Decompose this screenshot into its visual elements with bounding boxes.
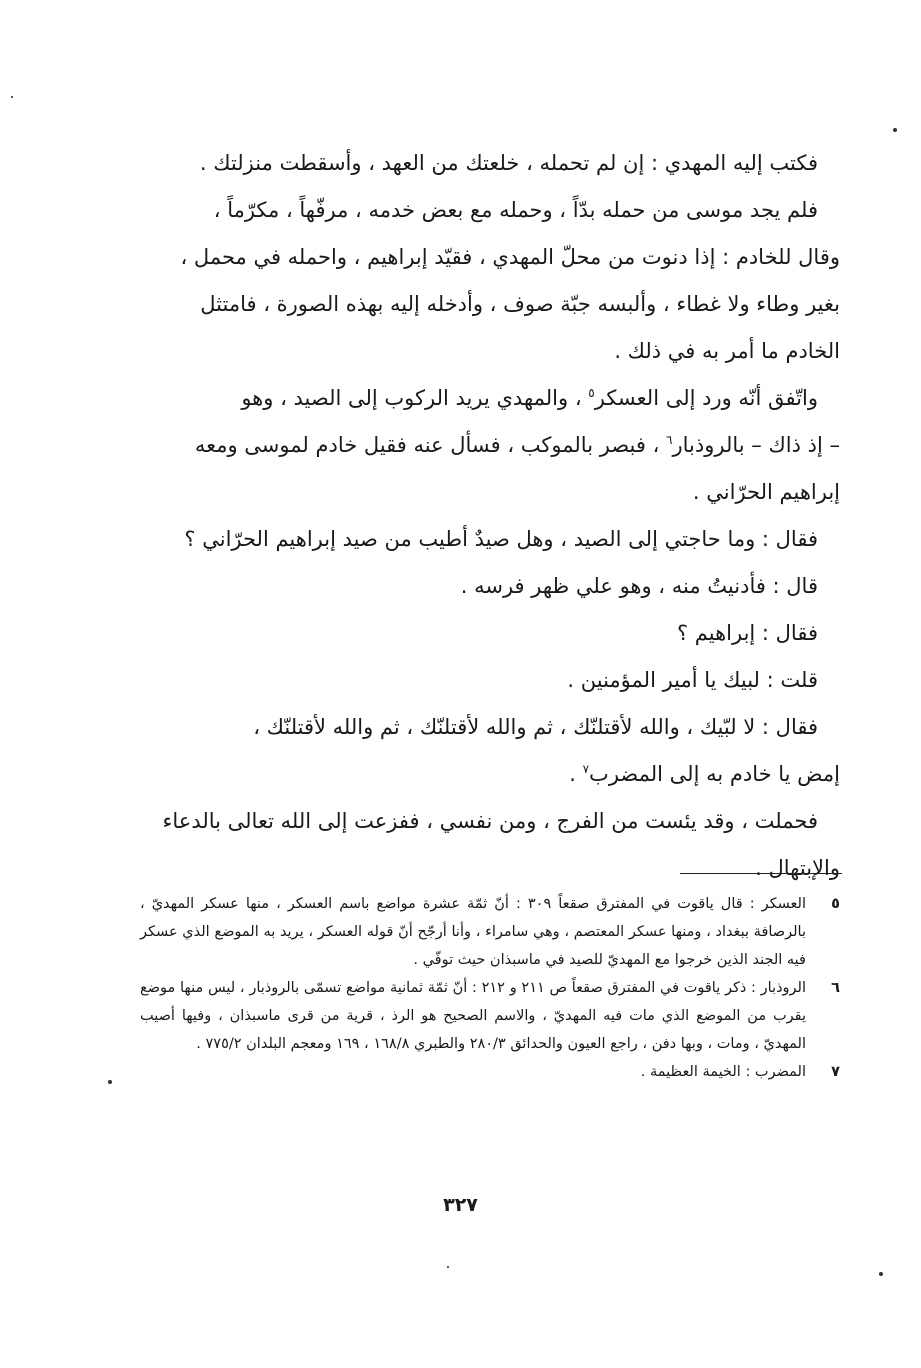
text-line: والإبتهال .	[755, 856, 840, 880]
text-segment: ، فبصر بالموكب ، فسأل عنه فقيل خادم لموسى ومعه	[194, 433, 660, 457]
footnote-number: ٥	[831, 896, 840, 912]
text-line: فحملت ، وقد يئست من الفرج ، ومن نفسي ، ففزعت إلى الله تعالى بالدعاء	[162, 809, 818, 833]
text-segment: .	[569, 762, 576, 786]
main-text	[150, 140, 840, 892]
scan-speck	[11, 96, 13, 98]
text-line: فقال : لا لبّيك ، والله لأقتلنّك ، ثم والله لأقتلنّك ، ثم والله لأقتلنّك ،	[253, 715, 818, 739]
text-line: الخادم ما أمر به في ذلك .	[614, 339, 840, 363]
paragraph	[150, 187, 840, 375]
footnote-text: الروذبار : ذكر ياقوت في المفترق صقعاً ص ٢١١ و ٢١٢ : أنّ ثمّة ثمانية مواضع تسمّى بالروذبار ، ليس منها موضع يقرب من الموضع الذي مات فيه المهديّ ، والاسم الصحيح هو الرذ ، قرية من قرى ماسبذان ، وفيها أصيب المهديّ ، ومات ، وبها دفن ، راجع العيون والحدائق ٢٨٠/٣ والطبري ١٦٨/٨ ، ١٦٩ ومعجم البلدان ٧٧٥/٢ .	[140, 980, 806, 1052]
text-line: فقال : إبراهيم ؟	[676, 621, 818, 645]
footnote-reference: ٧	[582, 762, 590, 776]
footnote-reference: ٦	[666, 433, 673, 447]
paragraph	[150, 657, 840, 704]
paragraph	[150, 610, 840, 657]
footnote	[140, 974, 840, 1058]
text-line: فقال : وما حاجتي إلى الصيد ، وهل صيدٌ أطيب من صيد إبراهيم الحرّاني ؟	[184, 527, 818, 551]
text-line: إبراهيم الحرّاني .	[692, 480, 840, 504]
text-line: فكتب إليه المهدي : إن لم تحمله ، خلعتك من العهد ، وأسقطت منزلتك .	[199, 151, 818, 175]
text-segment: ، والمهدي يريد الركوب إلى الصيد ، وهو	[241, 386, 582, 410]
text-segment: إمض يا خادم به إلى المضرب	[589, 762, 840, 786]
paragraph	[150, 516, 840, 563]
text-line: وقال للخادم : إذا دنوت من محلّ المهدي ، فقيّد إبراهيم ، واحمله في محمل ،	[180, 245, 840, 269]
paragraph	[150, 140, 840, 187]
page-number: ٣٢٧	[443, 1194, 478, 1216]
scan-speck	[447, 1266, 449, 1268]
text-line: بغير وطاء ولا غطاء ، وألبسه جبّة صوف ، وأدخله إليه بهذه الصورة ، فامتثل	[200, 292, 840, 316]
text-segment: – إذ ذاك – بالروذبار	[672, 433, 840, 457]
scan-speck	[893, 128, 897, 132]
text-line	[150, 422, 840, 469]
text-line	[150, 751, 840, 798]
paragraph	[150, 704, 840, 798]
text-segment: واتّفق أنّه ورد إلى العسكر	[594, 386, 818, 410]
paragraph	[150, 375, 840, 516]
scan-speck	[108, 1080, 112, 1084]
footnote-reference: ٥	[588, 386, 595, 400]
paragraph	[150, 563, 840, 610]
footnote	[140, 1058, 840, 1086]
text-line: قال : فأدنيتُ منه ، وهو علي ظهر فرسه .	[460, 574, 818, 598]
text-line: فلم يجد موسى من حمله بدّاً ، وحمله مع بعض خدمه ، مرفّهاً ، مكرّماً ،	[213, 198, 818, 222]
text-line: قلت : لبيك يا أمير المؤمنين .	[567, 668, 818, 692]
footnotes	[140, 890, 840, 1086]
footnote-number: ٦	[831, 980, 840, 996]
text-line	[150, 375, 840, 422]
footnote-text: العسكر : قال ياقوت في المفترق صقعاً ٣٠٩ : أنّ ثمّة عشرة مواضع باسم العسكر ، منها عسكر المهديّ ، بالرصافة ببغداد ، ومنها عسكر المعتصم ، وهي سامراء ، وأنا أرجّح أنّ قوله العسكر ، يريد به الموضع الذي عسكر فيه الجند الذين خرجوا مع المهديّ للصيد في ماسبذان حيث توفّي .	[140, 896, 806, 968]
scan-speck	[879, 1272, 883, 1276]
footnote-text: المضرب : الخيمة العظيمة .	[640, 1064, 806, 1080]
footnote-separator	[680, 873, 842, 874]
footnote	[140, 890, 840, 974]
paragraph	[150, 798, 840, 892]
footnote-number: ٧	[831, 1064, 840, 1080]
